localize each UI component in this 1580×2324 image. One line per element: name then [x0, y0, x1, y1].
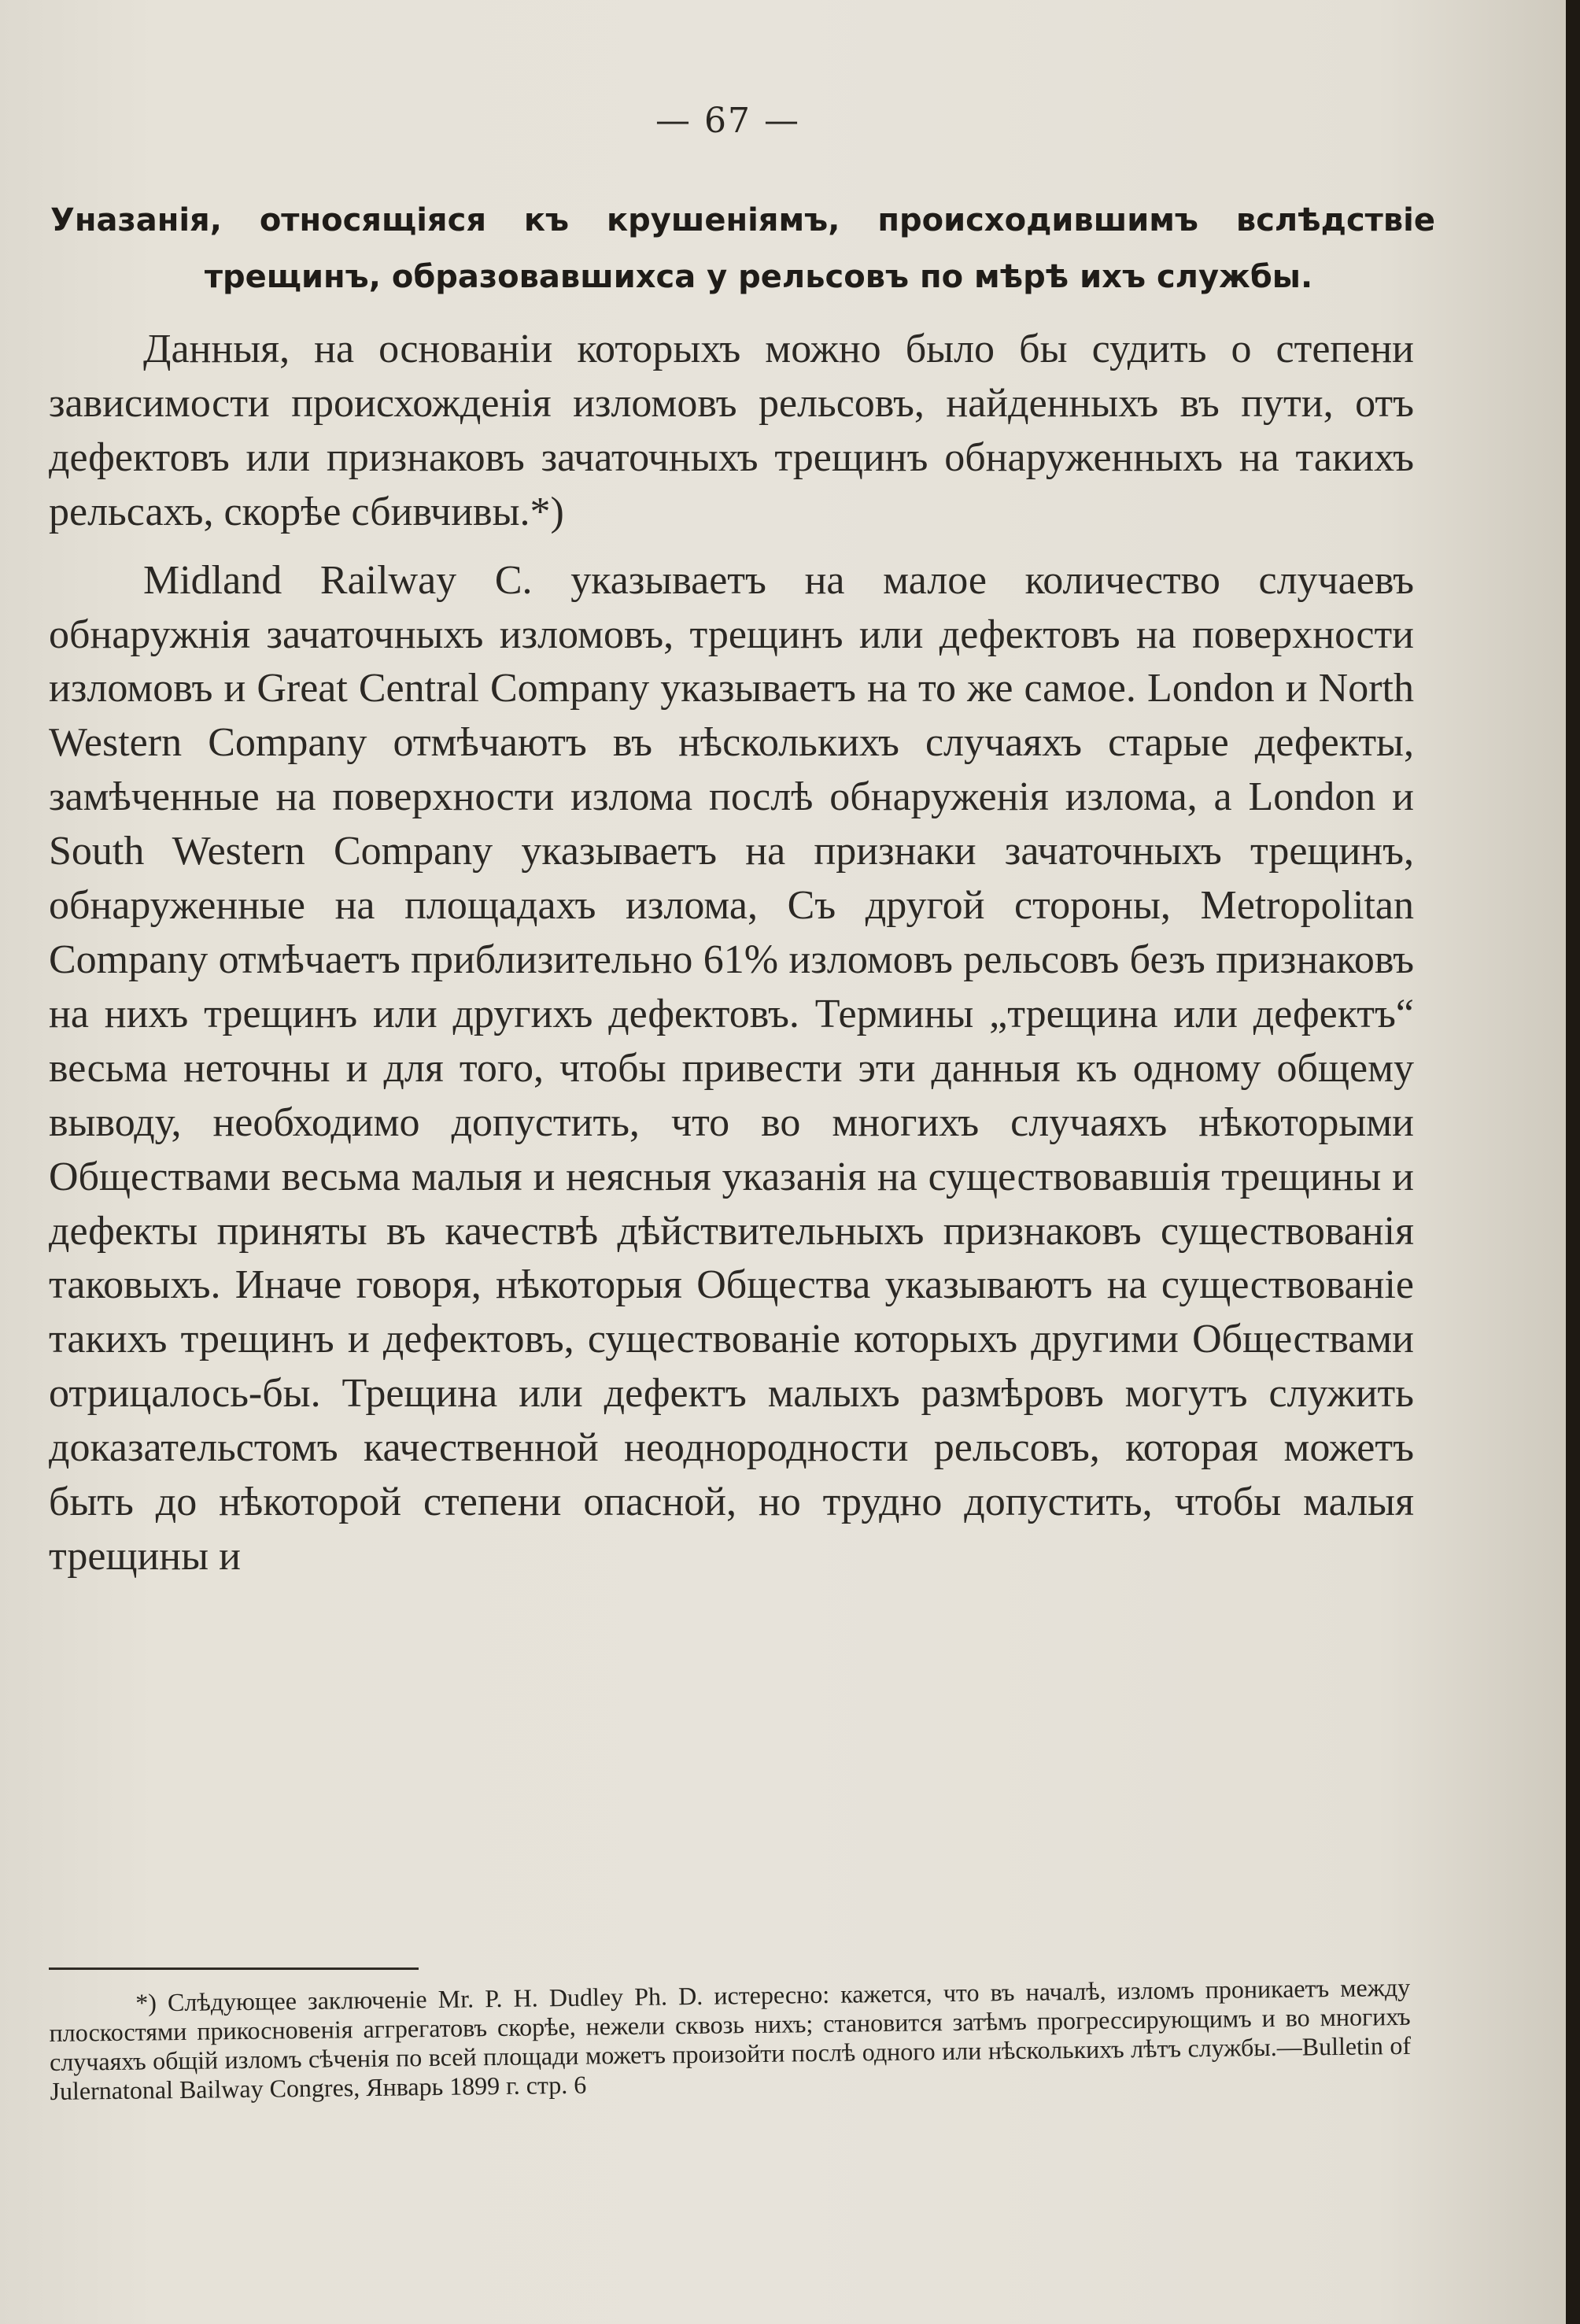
paragraph: Данныя, на основаніи которыхъ можно было бы судить о степени зависимости происхожденія изломовъ рельсовъ, найденныхъ въ пути, отъ дефектовъ или признаковъ зачаточныхъ трещинъ обнаруженныхъ на такихъ рельсахъ, скорѣе сбивчивы.*): [49, 327, 1414, 534]
footnote-text: *) Слѣдующее заключеніе Mr. P. H. Dudley Ph. D. истересно: кажется, что въ началѣ, изломъ проникаетъ между плоскостями прикосновенія аггрегатовъ скорѣе, нежели сквозь нихъ; становится затѣмъ прогрессирующимъ и во многихъ случаяхъ общій изломъ сѣченія по всей площади можетъ произойти послѣ одного или нѣсколькихъ лѣтъ службы.—Bulletin of Julernatonal Bailway Congres, Январь 1899 г. стр. 6: [49, 1972, 1412, 2105]
section-heading-line-2: трещинъ, образовавшихса у рельсовъ по мѣрѣ ихъ службы.: [204, 259, 1313, 295]
page-number: — 67 —: [655, 101, 800, 141]
section-heading-line-1: Уназанія, относящіяся къ крушеніямъ, происходившимъ вслѣдствіе: [50, 202, 1435, 238]
body-text: [49, 323, 1414, 1598]
section-heading: [50, 192, 1435, 305]
footnote: [49, 1973, 1412, 2106]
footnote-divider: [49, 1967, 419, 1970]
paragraph: Midland Railway C. указываетъ на малое количество случаевъ обнаружнія зачаточныхъ изломовъ, трещинъ или дефектовъ на поверхности изломовъ и Great Central Company указываетъ на то же самое. London и North Western Company отмѣчаютъ въ нѣсколькихъ случаяхъ старые дефекты, замѣченные на поверхности излома послѣ обнаруженія излома, а London и South Western Company указываетъ на признаки зачаточныхъ трещинъ, обнаруженные на площадахъ излома, Съ другой стороны, Metropolitan Company отмѣчаетъ приблизительно 61% изломовъ рельсовъ безъ признаковъ на нихъ трещинъ или другихъ дефектовъ. Термины „трещина или дефектъ“ весьма неточны и для того, чтобы привести эти данныя къ одному общему выводу, необходимо допустить, что во многихъ случаяхъ нѣкоторыми Обществами весьма малыя и неясныя указанія на существовавшія трещины и дефекты приняты въ качествѣ дѣйствительныхъ признаковъ существованія таковыхъ. Иначе говоря, нѣкоторыя Общества указываютъ на существованіе такихъ трещинъ и дефектовъ, существованіе которыхъ другими Обществами отрицалось-бы. Трещина или дефектъ малыхъ размѣровъ могутъ служить доказательстомъ качественной неоднородности рельсовъ, которая можетъ быть до нѣкоторой степени опасной, но трудно допустить, чтобы малыя трещины и: [49, 557, 1414, 1579]
